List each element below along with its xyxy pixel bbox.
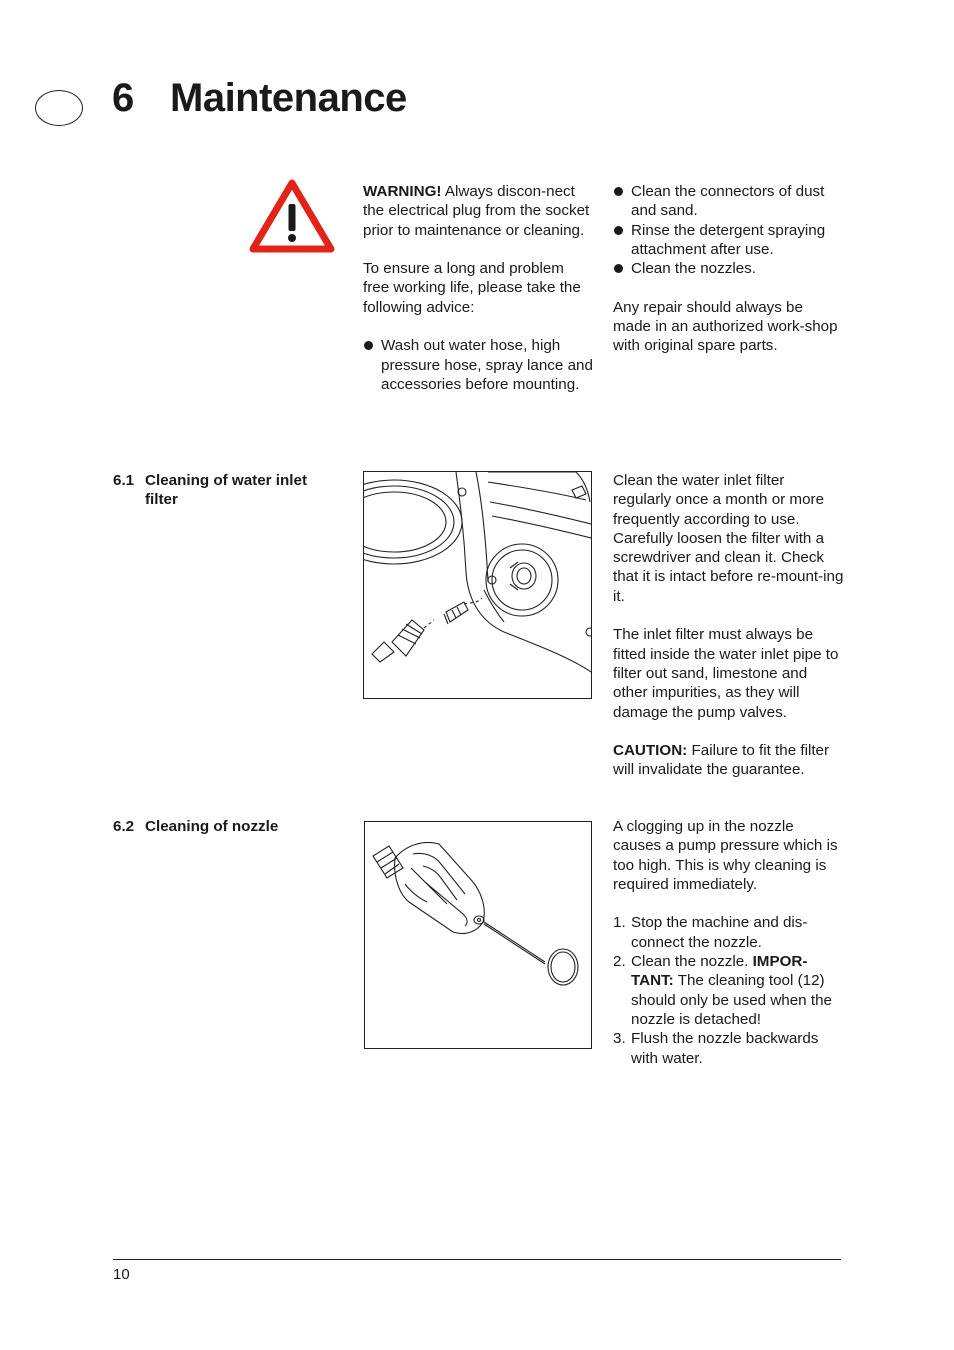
nozzle-steps-list [613,913,845,1067]
section-title: Cleaning of nozzle [145,818,279,835]
step-number: 1. [613,914,626,932]
step-text: Clean the nozzle. [631,953,753,971]
intro-left-column [363,182,593,394]
step-text: Stop the machine and dis-connect the nozzle. [631,914,808,951]
intro-right-bullet-list [613,182,843,278]
caution-text: Failure to fit the filter will invalidate the guarantee. [613,742,830,779]
nozzle-cleaning-illustration [364,821,592,1049]
step-text: Flush the nozzle backwards with water. [631,1030,819,1067]
inlet-filter-illustration [363,471,592,699]
filter-paragraph-2: The inlet filter must always be fitted inside the water inlet pipe to filter out sand, limestone and other impurities, as they will damage the pump valves. [613,626,839,721]
page-number: 10 [113,1266,130,1283]
intro-right-column [613,182,843,356]
intro-left-bullet-list [363,336,593,394]
step-number: 2. [613,953,626,971]
chapter-number: 6 [112,76,134,120]
list-item [613,913,845,952]
caution-paragraph [613,741,845,780]
chapter-title: Maintenance [170,76,407,120]
section-number: 6.1 [113,472,135,489]
important-label: IMPOR-TANT: [631,953,808,990]
repair-paragraph: Any repair should always be made in an authorized work-shop with original spare parts. [613,298,838,355]
advice-paragraph: To ensure a long and problem free working life, please take the following advice: [363,260,581,316]
caution-label: CAUTION: [613,742,688,760]
warning-triangle-icon [248,178,336,254]
section-6-2-heading [113,817,328,836]
list-item [613,1029,845,1068]
section-title: Cleaning of water inlet filter [145,472,308,509]
warning-label: WARNING! [363,183,442,200]
list-item: Rinse the detergent spraying attachment after use. [613,221,843,260]
step-text: The cleaning tool (12) should only be used when the nozzle is detached! [631,972,832,1028]
warning-text: Always discon-nect the electrical plug from the socket prior to maintenance or cleaning. [363,183,590,239]
language-oval-marker [35,90,83,126]
section-6-1-heading [113,471,328,510]
chapter-heading [112,73,407,123]
list-item: Wash out water hose, high pressure hose, spray lance and accessories before mounting. [363,336,593,394]
filter-paragraph-1: Clean the water inlet filter regularly once a month or more frequently according to use. Carefully loosen the filter with a screwdriver and clean it. Check that it is intact before re-mount-ing it. [613,472,844,605]
footer-rule [113,1259,841,1260]
list-item: Clean the connectors of dust and sand. [613,182,843,221]
nozzle-paragraph: A clogging up in the nozzle causes a pump pressure which is too high. This is why cleaning is required immediately. [613,818,838,893]
list-item [613,952,845,1029]
step-number: 3. [613,1030,626,1048]
list-item: Clean the nozzles. [613,259,843,278]
section-number: 6.2 [113,818,135,835]
warning-paragraph [363,182,593,240]
section-6-1-text [613,471,845,780]
section-6-2-text [613,817,845,1068]
